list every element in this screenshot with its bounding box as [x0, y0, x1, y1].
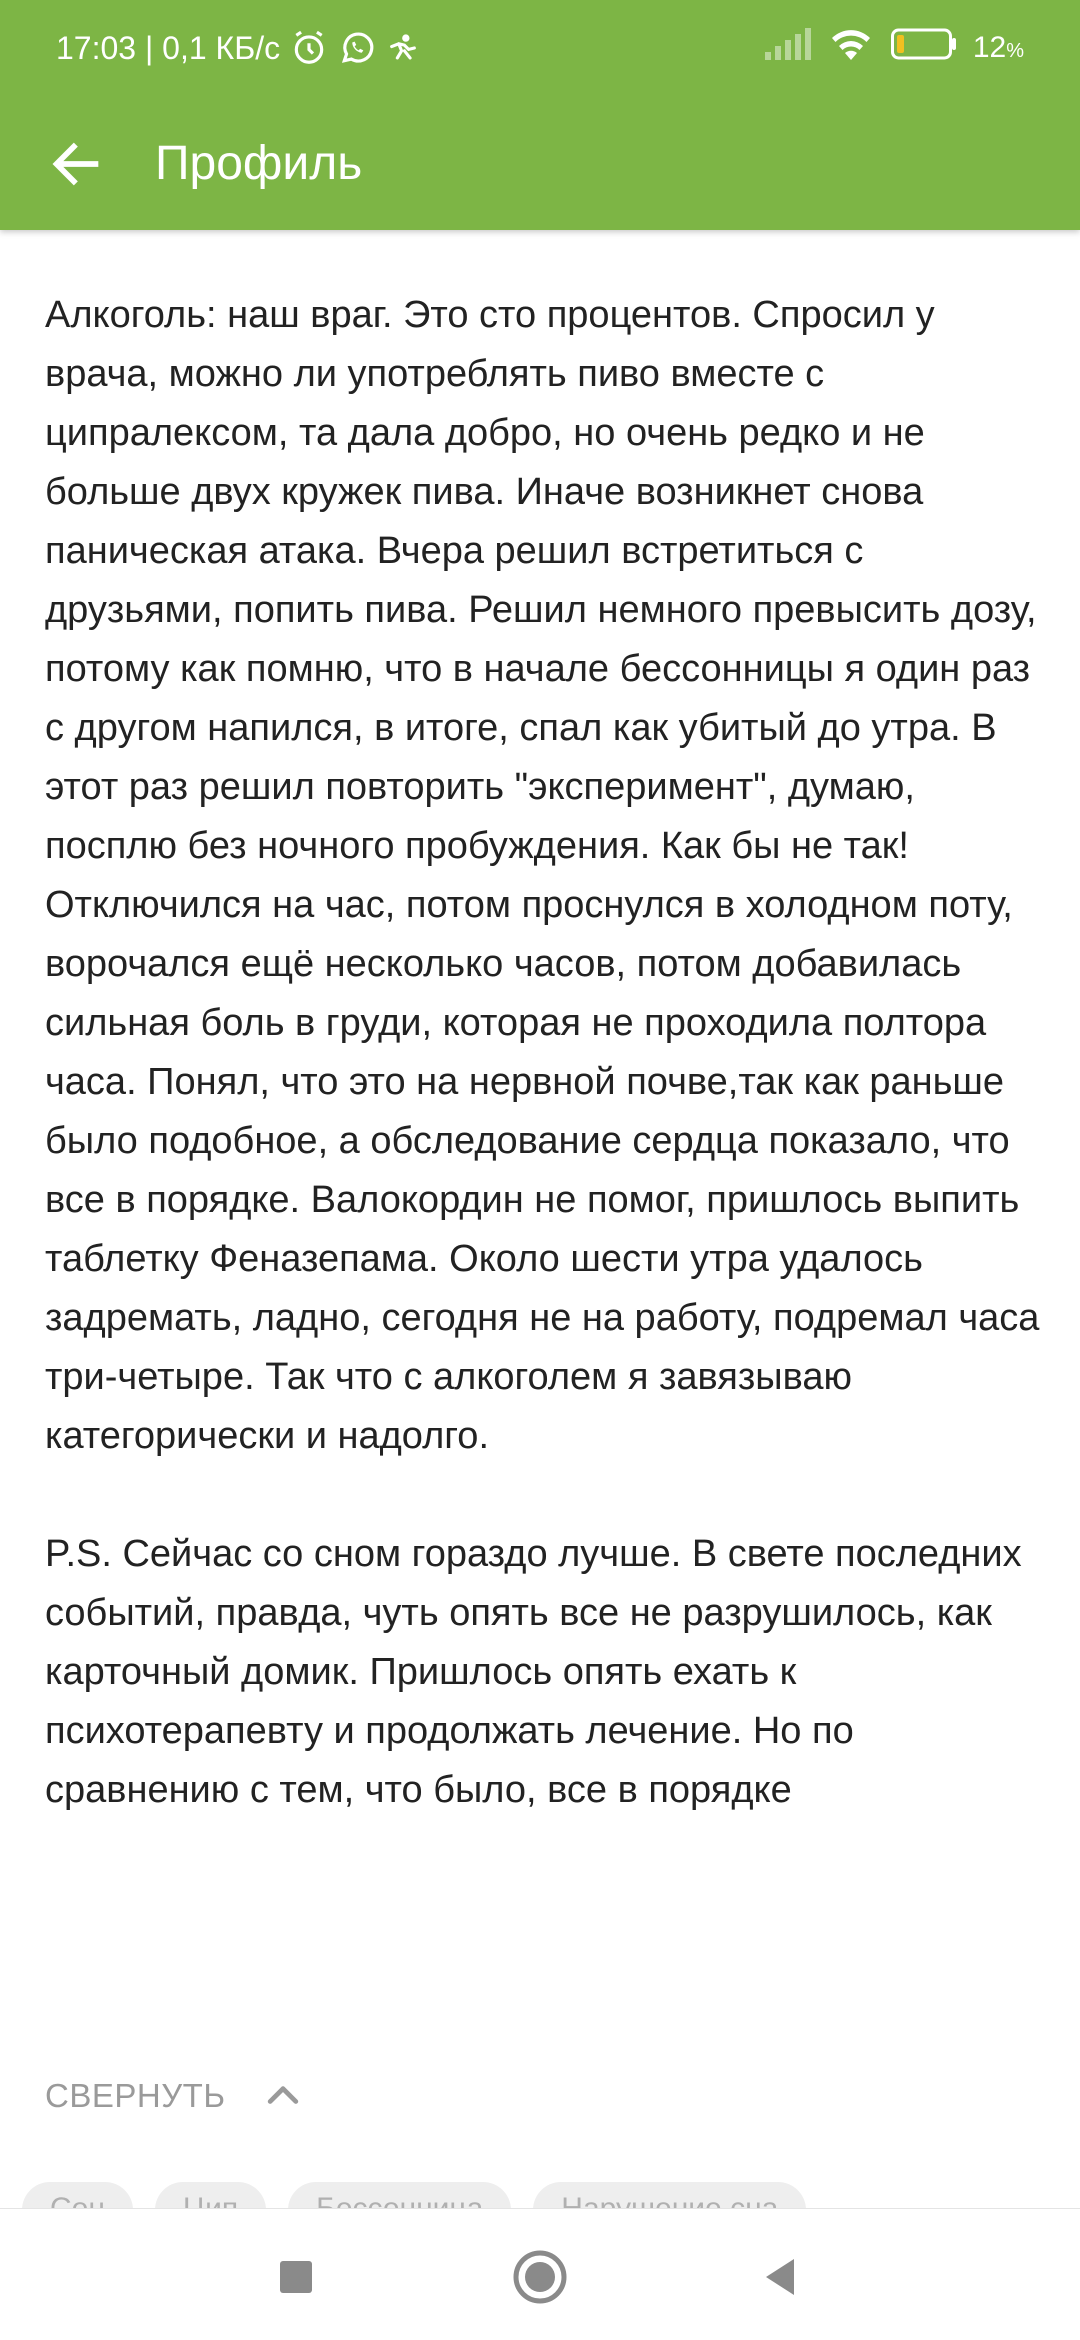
wifi-icon	[827, 26, 875, 70]
activity-icon	[386, 31, 420, 65]
back-arrow-icon	[50, 138, 102, 190]
system-nav-bar	[0, 2208, 1080, 2340]
back-button[interactable]	[36, 126, 116, 202]
battery-icon	[891, 28, 957, 68]
page-title: Профиль	[155, 137, 363, 190]
signal-icon	[763, 28, 811, 68]
home-circle-icon	[512, 2249, 568, 2305]
whatsapp-icon	[338, 29, 376, 67]
back-nav-button[interactable]	[740, 2237, 820, 2317]
home-button[interactable]	[500, 2237, 580, 2317]
alarm-icon	[290, 29, 328, 67]
post-paragraph-main: Алкоголь: наш враг. Это сто процентов. Спросил у врача, можно ли употреблять пиво вместе с ципралексом, та дала добро, но очень редко и не больше двух кружек пива. Иначе возникнет снова паническая атака. Вчера решил встретиться с друзьями, попить пива. Решил немного превысить дозу, потому как помню, что в начале бессонницы я один раз с другом напился, в итоге, спал как убитый до утра. В этот раз решил повторить "эксперимент", думаю, посплю без ночного пробуждения. Как бы не так! Отключился на час, потом проснулся в холодном поту, ворочался ещё несколько часов, потом добавилась сильная боль в груди, которая не проходила полтора часа. Понял, что это на нервной почве,так как раньше было подобное, а обследование сердца показало, что все в порядке. Валокордин не помог, пришлось выпить таблетку Феназепама. Около шести утра удалось задремать, ладно, сегодня не на работу, подремал часа три-четыре. Так что с алкоголем я завязываю категорически и надолго.	[45, 294, 1040, 1457]
back-triangle-icon	[760, 2255, 800, 2299]
recents-button[interactable]	[256, 2237, 336, 2317]
recents-square-icon	[276, 2257, 316, 2297]
chevron-up-icon	[261, 2074, 305, 2118]
status-right	[763, 26, 1024, 70]
app-header	[0, 0, 1080, 230]
app-bar	[0, 96, 1080, 230]
status-left	[56, 26, 420, 70]
collapse-button[interactable]	[45, 2063, 305, 2129]
post-paragraph-ps: P.S. Сейчас со сном гораздо лучше. В свете последних событий, правда, чуть опять все не разрушилось, как карточный домик. Пришлось опять ехать к психотерапевту и продолжать лечение. Но по сравнению с тем, что было, все в порядке	[45, 1533, 1022, 1811]
status-time-speed: 17:03 | 0,1 КБ/с	[56, 29, 281, 66]
post-content	[45, 286, 1045, 1820]
status-bar	[0, 0, 1080, 96]
battery-percent: 12%	[972, 31, 1024, 64]
collapse-label: СВЕРНУТЬ	[45, 2077, 226, 2114]
